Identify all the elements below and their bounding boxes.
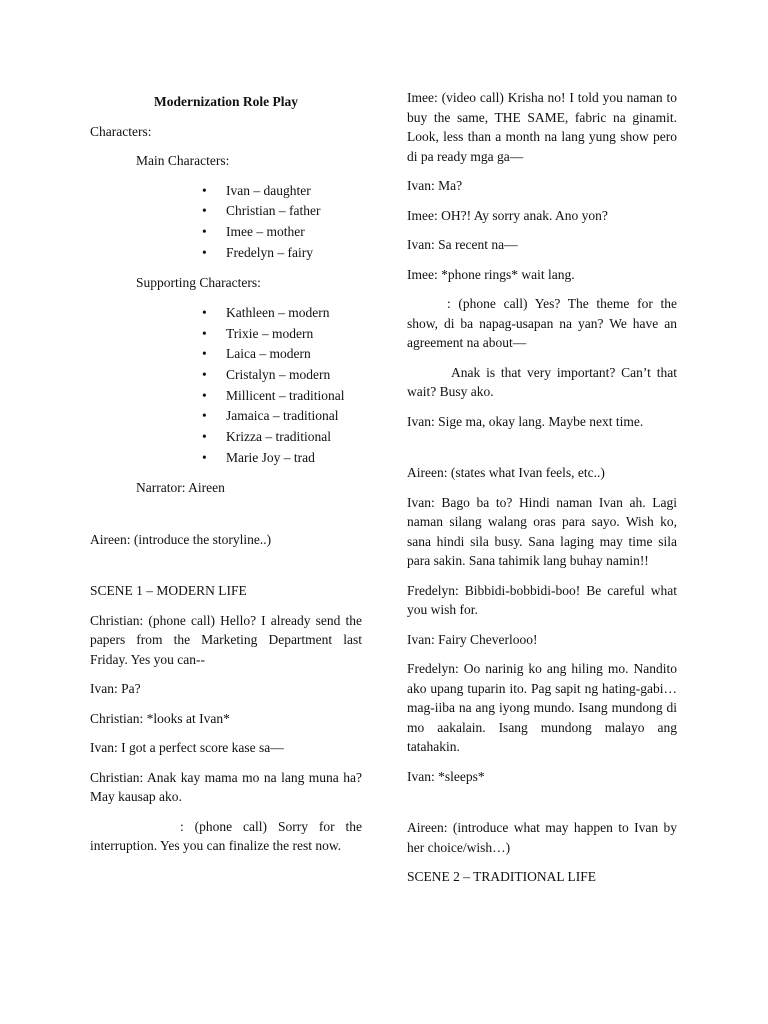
dialogue-line: Ivan: Fairy Cheverlooo! [407,631,538,647]
right-column [407,88,677,897]
dialogue-line: Fredelyn: Bibbidi-bobbidi-boo! Be careful what you wish for. [407,582,677,617]
dialogue-line: : (phone call) Sorry for the interruption. Yes you can finalize the rest now. [90,818,362,854]
dialogue-line: Fredelyn: Oo narinig ko ang hiling mo. Nandito ako upang tuparin ito. Pag sapit ng hating-gabi… mag-iiba na ang iyong mundo. Isang mundong di mo aakalain. Isang mundong malayo ang tatahakin. [407,661,677,754]
dialogue-line: Ivan: Sige ma, okay lang. Maybe next time. [407,413,644,429]
dialogue-line: Christian: (phone call) Hello? I already send the papers from the Marketing Department last Friday. Yes you can-- [90,612,362,667]
list-item: • Cristalyn – modern [226,365,362,386]
dialogue-line: Anak is that very important? Can’t that wait? Busy ako. [407,364,677,399]
dialogue-line: Ivan: Pa? [90,681,141,697]
characters-heading: Characters: [90,123,152,139]
supporting-characters-heading: Supporting Characters: [136,275,261,291]
supporting-characters-list [90,303,362,469]
intro-line: Aireen: (introduce the storyline..) [90,531,272,547]
main-characters-list [90,181,362,264]
list-item: • Jamaica – traditional [226,406,362,427]
dialogue-line: Christian: *looks at Ivan* [90,710,230,726]
main-characters-heading: Main Characters: [136,153,230,168]
left-column [90,88,362,866]
dialogue-line: Ivan: Ma? [407,178,463,193]
narrator-line: Narrator: Aireen [136,480,225,496]
dialogue-line: Ivan: Bago ba to? Hindi naman Ivan ah. Lagi naman silang walang oras para sayo. Wish ko, sana hindi sila busy. Sana laging may time sila para sakin. Sana tahimik lang buhay namin!! [407,494,677,568]
outro-line: Aireen: (introduce what may happen to Ivan by her choice/wish…) [407,820,677,855]
dialogue-line: Imee: *phone rings* wait lang. [407,266,575,282]
dialogue-line: Ivan: Sa recent na— [407,237,518,252]
scene-1-heading: SCENE 1 – MODERN LIFE [90,583,247,599]
list-item: • Trixie – modern [226,324,362,345]
list-item: • Kathleen – modern [226,303,362,324]
dialogue-line: Aireen: (states what Ivan feels, etc..) [407,465,605,480]
list-item: • Millicent – traditional [226,386,362,407]
dialogue-line: Ivan: I got a perfect score kase sa— [90,740,284,756]
list-item: • Ivan – daughter [226,181,362,202]
list-item: • Fredelyn – fairy [226,243,362,264]
list-item: • Marie Joy – trad [226,448,362,469]
dialogue-line: Imee: OH?! Ay sorry anak. Ano yon? [407,207,608,223]
list-item: • Krizza – traditional [226,427,362,448]
dialogue-line: : (phone call) Yes? The theme for the show, di ba napag-usapan na yan? We have an agreement na about— [407,296,677,350]
dialogue-line: Imee: (video call) Krisha no! I told you naman to buy the same, THE SAME, fabric na ginamit. Look, less than a month na lang yung show pero di pa ready mga ga— [407,90,677,164]
dialogue-line: Christian: Anak kay mama mo na lang muna ha? May kausap ako. [90,769,362,805]
document-title: Modernization Role Play [154,94,298,109]
list-item: • Christian – father [226,201,362,222]
list-item: • Laica – modern [226,344,362,365]
list-item: • Imee – mother [226,222,362,243]
scene-2-heading: SCENE 2 – TRADITIONAL LIFE [407,869,596,884]
dialogue-line: Ivan: *sleeps* [407,768,485,784]
